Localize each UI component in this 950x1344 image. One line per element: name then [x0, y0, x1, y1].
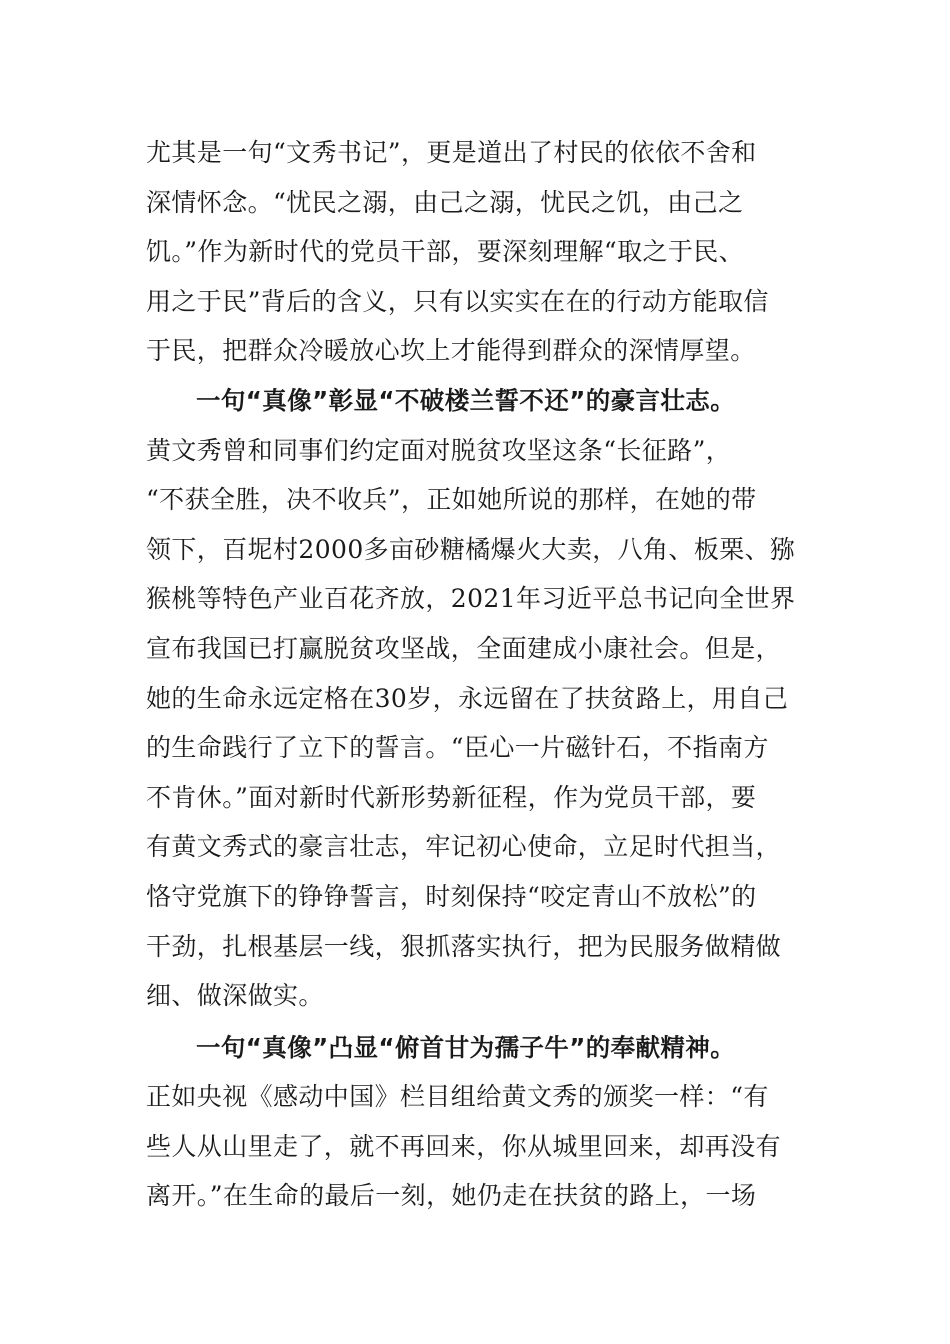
text-line: 离开。”在生命的最后一刻，她仍走在扶贫的路上，一场: [146, 1181, 757, 1211]
body-text: [146, 128, 796, 1221]
text-line: 恪守党旗下的铮铮誓言，时刻保持“咬定青山不放松”的: [146, 881, 757, 911]
section-heading: 一句“真像”凸显“俯首甘为孺子牛”的奉献精神。: [196, 1032, 736, 1062]
text-line: 她的生命永远定格在30岁，永远留在了扶贫路上，用自己: [146, 683, 789, 713]
text-line: 的生命践行了立下的誓言。“臣心一片磁针石，不指南方: [146, 733, 769, 763]
text-line: 猴桃等特色产业百花齐放，2021年习近平总书记向全世界: [146, 584, 796, 614]
text-line: 饥。”作为新时代的党员干部，要深刻理解“取之于民、: [146, 237, 745, 267]
text-line: 用之于民”背后的含义，只有以实实在在的行动方能取信: [146, 286, 769, 316]
text-line: 黄文秀曾和同事们约定面对脱贫攻坚这条“长征路”，: [146, 435, 732, 465]
text-line: 干劲，扎根基层一线，狠抓落实执行，把为民服务做精做: [146, 931, 782, 961]
text-line: “不获全胜，决不收兵”，正如她所说的那样，在她的带: [146, 485, 757, 515]
text-line: 领下，百坭村2000多亩砂糖橘爆火大卖，八角、板栗、猕: [146, 534, 796, 564]
text-line: 有黄文秀式的豪言壮志，牢记初心使命，立足时代担当，: [146, 832, 782, 862]
text-line: 正如央视《感动中国》栏目组给黄文秀的颁奖一样：“有: [146, 1082, 769, 1112]
text-line: 尤其是一句“文秀书记”，更是道出了村民的依依不舍和: [146, 138, 757, 167]
text-line: 不肯休。”面对新时代新形势新征程，作为党员干部，要: [146, 782, 757, 812]
text-line: 于民，把群众冷暖放心坎上才能得到群众的深情厚望。: [146, 336, 756, 366]
section-heading: 一句“真像”彰显“不破楼兰誓不还”的豪言壮志。: [196, 385, 736, 415]
text-line: 细、做深做实。: [146, 981, 324, 1011]
text-line: 深情怀念。“忧民之溺，由己之溺，忧民之饥，由己之: [146, 187, 744, 217]
text-line: 些人从山里走了，就不再回来，你从城里回来，却再没有: [146, 1131, 782, 1161]
text-line: 宣布我国已打赢脱贫攻坚战，全面建成小康社会。但是，: [146, 633, 782, 663]
